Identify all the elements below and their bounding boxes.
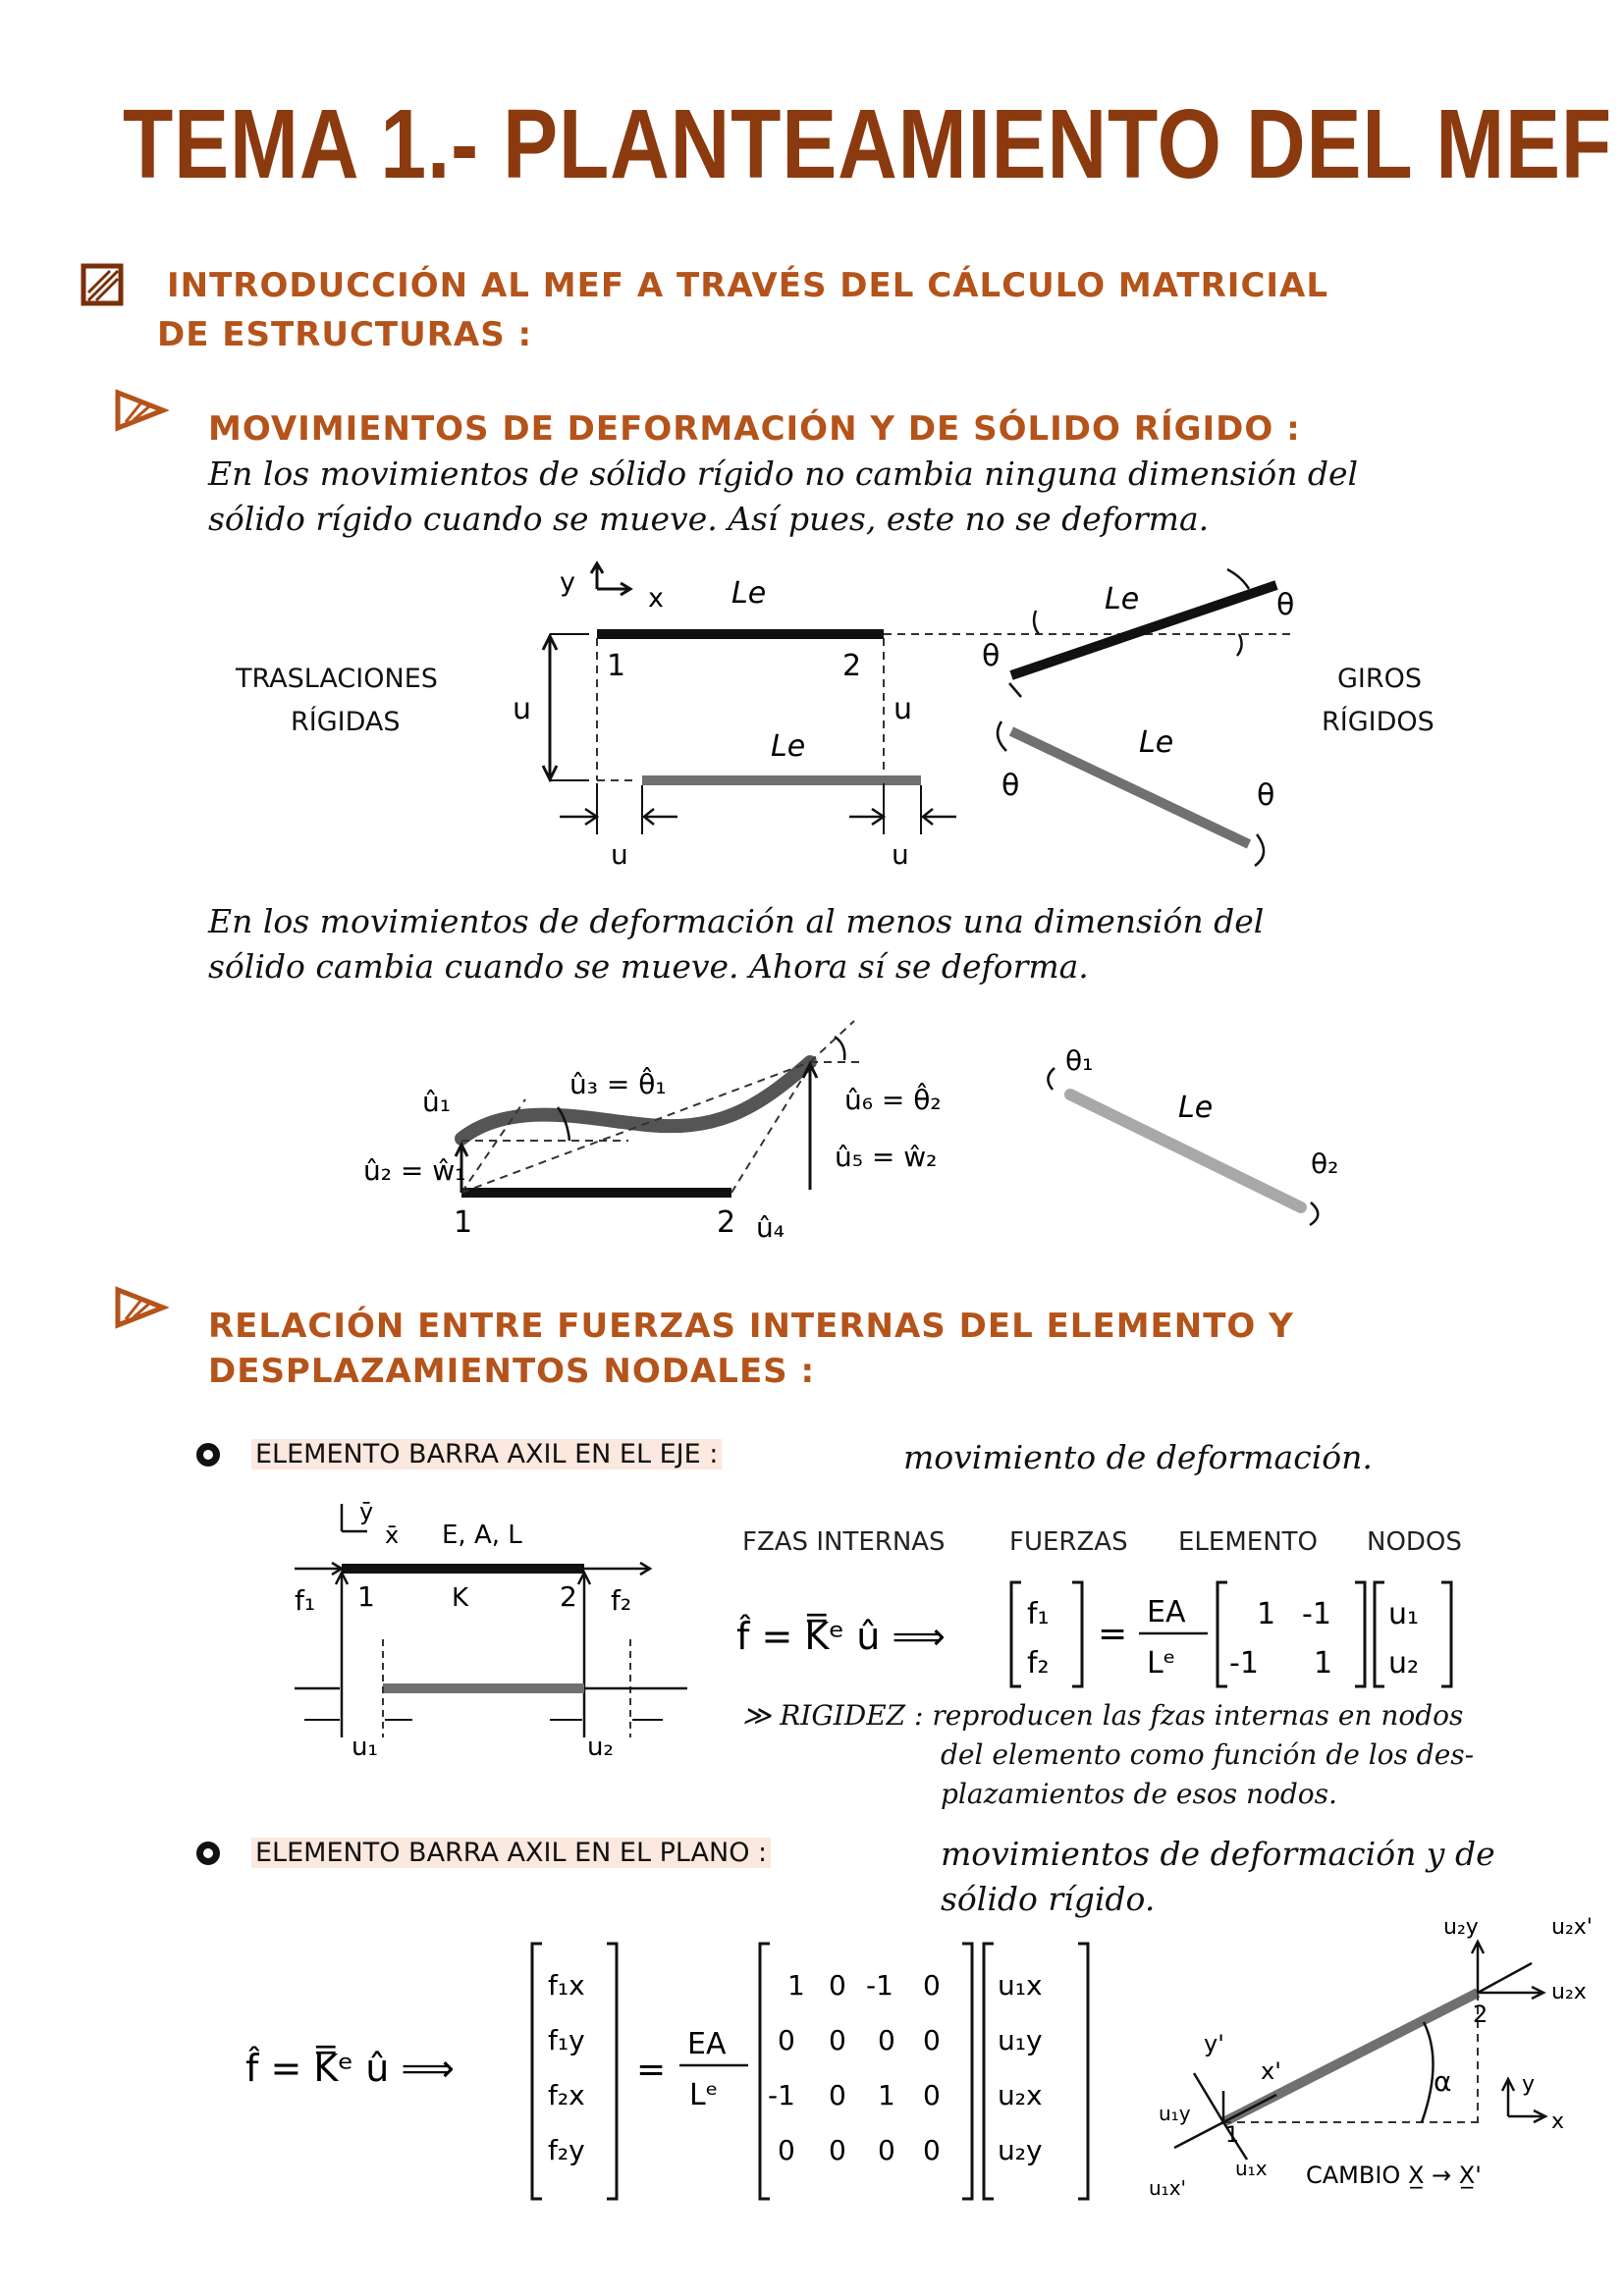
subsection-heading-line1: RELACIÓN ENTRE FUERZAS INTERNAS DEL ELEMENTO Y <box>208 1307 1294 1346</box>
alpha-label: α <box>1434 2065 1452 2098</box>
u-right-label: u <box>893 692 913 726</box>
y-bar-label: ȳ <box>359 1498 374 1525</box>
factor-num: EA <box>687 2027 727 2061</box>
length-label: Le <box>1178 1091 1214 1125</box>
item-text: sólido rígido. <box>941 1880 1156 1918</box>
paragraph-line: sólido cambia cuando se mueve. Ahora sí se deforma. <box>208 947 1089 986</box>
matrix-entry: 1 <box>1314 1646 1333 1681</box>
circle-bullet-icon <box>196 1842 220 1865</box>
item-text: movimiento de deformación. <box>903 1438 1373 1476</box>
x-global-label: x <box>1551 2109 1565 2134</box>
section-heading-line2: DE ESTRUCTURAS : <box>157 315 533 354</box>
factor-num: EA <box>1147 1595 1186 1629</box>
bar-rotated <box>1011 585 1276 675</box>
rigidez-line: plazamientos de esos nodos. <box>941 1778 1337 1810</box>
col-header: FUERZAS <box>1009 1527 1128 1557</box>
rigidez-line: ≫ RIGIDEZ : reproducen las fzas internas en nodos <box>742 1699 1464 1732</box>
vec-f-entry: f₁x <box>548 1969 585 2002</box>
y-global-label: y <box>1522 2072 1536 2097</box>
paragraph-line: En los movimientos de deformación al menos una dimensión del <box>208 902 1265 940</box>
matrix-entry: 0 <box>923 2024 941 2056</box>
u-h-label-2: u <box>892 838 909 871</box>
fig-label-left: RÍGIDAS <box>291 707 401 737</box>
subsection-heading: MOVIMIENTOS DE DEFORMACIÓN Y DE SÓLIDO RÍGIDO : <box>208 409 1301 449</box>
node-2: 2 <box>1473 2001 1489 2028</box>
theta1-label: θ₁ <box>1065 1044 1094 1077</box>
circle-bullet-icon <box>196 1443 220 1467</box>
plane-bar-figure <box>1139 1914 1620 2209</box>
matrix-entry: 0 <box>829 2134 846 2166</box>
f2-label: f₂ <box>611 1584 632 1617</box>
u2-label: û₂ = ŵ₁ <box>363 1154 466 1187</box>
u1xp-label: u₁x' <box>1149 2176 1187 2200</box>
theta-label: θ <box>1257 778 1275 813</box>
x-label: x <box>648 583 664 614</box>
u6-label: û₆ = θ̂₂ <box>844 1084 942 1116</box>
paragraph-line: sólido rígido cuando se mueve. Así pues, este no se deforma. <box>208 500 1210 538</box>
eq-lhs: f̂ = K̿ᵉ û ⟹ <box>736 1615 946 1658</box>
matrix-entry: -1 <box>768 2079 795 2111</box>
node-2: 2 <box>560 1580 577 1613</box>
vec-f-entry: f₁y <box>548 2024 585 2056</box>
deformation-figure <box>344 1001 1375 1266</box>
theta-label: θ <box>1276 588 1295 622</box>
svg-text:=: = <box>636 2050 667 2090</box>
rigidez-line: del elemento como función de los des- <box>941 1738 1475 1771</box>
matrix-entry: -1 <box>1302 1597 1331 1631</box>
matrix-entry: 0 <box>923 1969 941 2002</box>
y-label: y <box>560 567 575 598</box>
matrix-entry: 0 <box>878 2024 895 2056</box>
length-label-3: Le <box>1105 582 1140 616</box>
matrix-entry: -1 <box>1229 1646 1259 1681</box>
f1-label: f₁ <box>295 1584 316 1617</box>
u4-label: û₄ <box>756 1211 785 1244</box>
vec-u-entry: u₂x <box>998 2079 1043 2111</box>
theta-label: θ <box>982 639 1001 673</box>
node-2: 2 <box>717 1205 736 1240</box>
matrix-entry: 0 <box>829 2079 846 2111</box>
vec-u-entry: u₁y <box>998 2024 1043 2056</box>
matrix-entry: 1 <box>878 2079 895 2111</box>
item-label: ELEMENTO BARRA AXIL EN EL EJE : <box>251 1439 722 1469</box>
matrix-entry: 0 <box>878 2134 895 2166</box>
paragraph-line: En los movimientos de sólido rígido no cambia ninguna dimensión del <box>208 454 1359 493</box>
u-vertical-label: u <box>513 692 532 726</box>
matrix-entry: 1 <box>787 1969 805 2002</box>
u-h-label-1: u <box>611 838 628 871</box>
vec-f-entry: f₂y <box>548 2134 585 2166</box>
factor-den: Lᵉ <box>1147 1646 1176 1681</box>
matrix-entry: 0 <box>829 2024 846 2056</box>
node-1: 1 <box>1225 2123 1239 2148</box>
vec-u-entry: u₁ <box>1388 1597 1420 1631</box>
vec-f-entry: f₁ <box>1027 1597 1050 1631</box>
item-text: movimientos de deformación y de <box>941 1835 1495 1873</box>
yp-label: y' <box>1204 2030 1224 2057</box>
u2y-label: u₂y <box>1443 1915 1479 1940</box>
theta-label: θ <box>1001 769 1020 803</box>
u2xp-label: u₂x' <box>1551 1915 1593 1940</box>
vec-u-entry: u₂y <box>998 2134 1043 2166</box>
matrix-entry: 0 <box>778 2134 795 2166</box>
length-label: Le <box>731 576 767 611</box>
u2x-label: u₂x <box>1551 1980 1587 2004</box>
u5-label: û₅ = ŵ₂ <box>835 1141 938 1173</box>
x-bar-label: x̄ <box>385 1522 400 1549</box>
node-1: 1 <box>454 1205 473 1240</box>
vec-f-entry: f₂ <box>1027 1646 1050 1681</box>
u1x-label: u₁x <box>1235 2157 1268 2180</box>
factor-den: Lᵉ <box>689 2078 719 2112</box>
matrix-entry: 0 <box>778 2024 795 2056</box>
stiffness-equation-1d <box>727 1571 1492 1698</box>
node-1: 1 <box>357 1580 375 1613</box>
col-header: FZAS INTERNAS <box>742 1527 946 1557</box>
u1-label: u₁ <box>352 1733 378 1757</box>
matrix-entry: 0 <box>923 2134 941 2166</box>
triangle-bullet-icon <box>114 1286 169 1329</box>
col-header: NODOS <box>1367 1527 1462 1557</box>
vec-u-entry: u₂ <box>1388 1646 1420 1681</box>
length-label-4: Le <box>1139 725 1174 760</box>
item-label: ELEMENTO BARRA AXIL EN EL PLANO : <box>251 1838 771 1868</box>
bar-rotated-2 <box>1011 731 1249 844</box>
hatched-square-icon <box>81 263 124 306</box>
u2-label: u₂ <box>587 1733 614 1757</box>
eq-lhs: f̂ = K̿ᵉ û ⟹ <box>245 2047 455 2090</box>
matrix-entry: -1 <box>866 1969 893 2002</box>
axial-bar-figure <box>275 1492 687 1757</box>
section-heading-line1: INTRODUCCIÓN AL MEF A TRAVÉS DEL CÁLCULO MATRICIAL <box>167 266 1329 305</box>
u1y-label: u₁y <box>1159 2102 1191 2125</box>
matrix-entry: 0 <box>829 1969 846 2002</box>
eal-label: E, A, L <box>442 1521 522 1550</box>
vec-u-entry: u₁x <box>998 1969 1043 2002</box>
fig-label-right: RÍGIDOS <box>1322 707 1435 737</box>
vec-f-entry: f₂x <box>548 2079 585 2111</box>
node-2: 2 <box>842 649 862 683</box>
cambio-label: CAMBIO X̲ → X̲' <box>1306 2162 1482 2189</box>
svg-text:=: = <box>1098 1614 1128 1654</box>
page-title: TEMA 1.- PLANTEAMIENTO DEL MEF <box>123 89 1613 199</box>
u3-label: û₃ = θ̂₁ <box>569 1068 667 1100</box>
node-1: 1 <box>607 649 626 683</box>
u1-label: û₁ <box>422 1086 451 1118</box>
matrix-entry: 1 <box>1257 1597 1276 1631</box>
matrix-entry: 0 <box>923 2079 941 2111</box>
triangle-bullet-icon <box>114 389 169 432</box>
xp-label: x' <box>1261 2057 1281 2085</box>
col-header: ELEMENTO <box>1178 1527 1318 1557</box>
subsection-heading-line2: DESPLAZAMIENTOS NODALES : <box>208 1352 816 1391</box>
theta2-label: θ₂ <box>1311 1148 1339 1180</box>
fig-label-right: GIROS <box>1337 664 1423 694</box>
length-label-2: Le <box>771 729 806 764</box>
stiffness-equation-2d <box>236 1934 1100 2209</box>
k-label: K <box>452 1583 469 1613</box>
fig-label-left: TRASLACIONES <box>236 664 438 694</box>
